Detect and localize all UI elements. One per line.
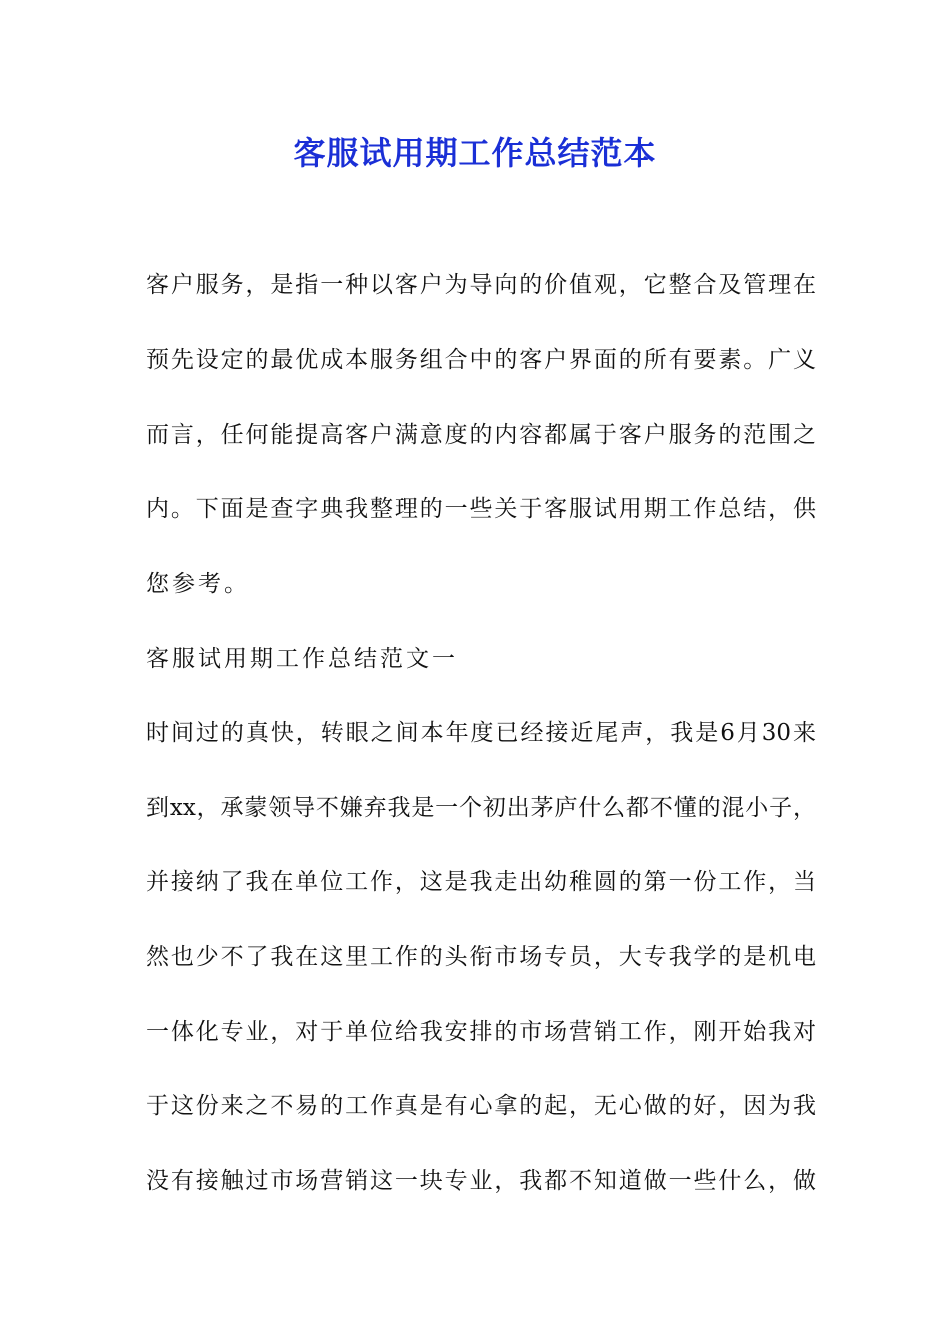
body-line: 并接纳了我在单位工作，这是我走出幼稚圆的第一份工作，当 [146,869,816,895]
section-heading: 客服试用期工作总结范文一 [146,646,458,672]
body-line: 于这份来之不易的工作真是有心拿的起，无心做的好，因为我 [146,1093,816,1119]
body-line: 而言，任何能提高客户满意度的内容都属于客户服务的范围之 [146,422,816,448]
document-title: 客服试用期工作总结范本 [293,134,657,172]
body-line: 没有接触过市场营销这一块专业，我都不知道做一些什么，做 [146,1168,816,1194]
body-line: 时间过的真快，转眼之间本年度已经接近尾声，我是6月30来 [146,720,816,746]
body-line: 一体化专业，对于单位给我安排的市场营销工作，刚开始我对 [146,1019,816,1045]
body-line: 预先设定的最优成本服务组合中的客户界面的所有要素。广义 [146,347,816,373]
body-line: 您参考。 [146,571,250,597]
body-line: 然也少不了我在这里工作的头衔市场专员，大专我学的是机电 [146,944,816,970]
body-line: 客户服务，是指一种以客户为导向的价值观，它整合及管理在 [146,272,816,298]
body-line: 到xx，承蒙领导不嫌弃我是一个初出茅庐什么都不懂的混小子， [146,795,816,821]
body-line: 内。下面是查字典我整理的一些关于客服试用期工作总结，供 [146,496,816,522]
